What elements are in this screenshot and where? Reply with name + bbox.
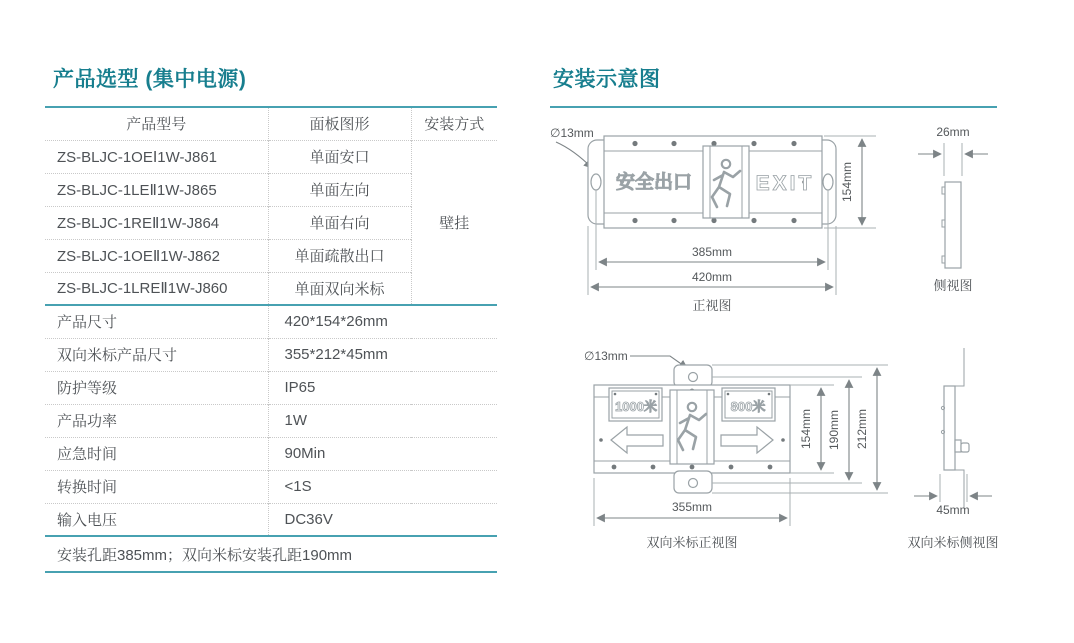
spec-label: 产品尺寸 xyxy=(45,305,268,338)
leader-arrow xyxy=(556,142,592,168)
side-profile xyxy=(945,182,961,268)
meter-side-view-caption: 双向米标侧视图 xyxy=(907,535,999,550)
spec-value: IP65 xyxy=(268,371,497,404)
page-title-product-selection: 产品选型 (集中电源) xyxy=(53,68,247,91)
spec-value: 1W xyxy=(268,404,497,437)
spec-label: 双向米标产品尺寸 xyxy=(45,338,268,371)
front-view-caption: 正视图 xyxy=(692,298,732,313)
meter-side-view-diagram xyxy=(907,348,998,550)
hole-diameter-label: ∅13mm xyxy=(550,126,594,140)
dim-hole-span-label: 190mm xyxy=(827,409,841,451)
side-view-caption: 侧视图 xyxy=(933,278,973,293)
installation-diagram-section xyxy=(540,66,1074,108)
column-header-panel: 面板图形 xyxy=(268,107,411,140)
product-selection-section xyxy=(45,66,497,573)
meter-front-view-diagram xyxy=(584,349,888,550)
mounting-hole-note: 安装孔距385mm；双向米标安装孔距190mm xyxy=(45,536,497,572)
model-cell: ZS-BLJC-1OEⅠ1W-J861 xyxy=(45,140,268,173)
installation-diagrams xyxy=(540,110,1074,600)
safety-exit-text: 安全出口 xyxy=(615,172,693,193)
meter-front-view-caption: 双向米标正视图 xyxy=(646,535,738,550)
meter-1000-label: 1000米 xyxy=(615,399,657,414)
hole-diameter-label: ∅13mm xyxy=(584,349,628,363)
side-view-diagram xyxy=(918,125,988,293)
dim-height-label: 154mm xyxy=(840,161,854,203)
model-cell: ZS-BLJC-1OEⅡ1W-J862 xyxy=(45,239,268,272)
meter-800-label: 800米 xyxy=(730,399,766,414)
table-row xyxy=(45,305,497,338)
exit-text: EXIT xyxy=(755,172,815,195)
column-header-model: 产品型号 xyxy=(126,116,187,134)
bottom-mounting-hole xyxy=(689,479,698,488)
cable-gland xyxy=(955,440,961,452)
spec-value: <1S xyxy=(268,470,497,503)
panel-cell: 单面左向 xyxy=(268,173,411,206)
spec-label: 转换时间 xyxy=(45,470,268,503)
mounting-hole-left xyxy=(591,174,601,190)
top-mounting-hole xyxy=(689,373,698,382)
spec-label: 产品功率 xyxy=(45,404,268,437)
dim-hole-span-label: 385mm xyxy=(691,245,733,259)
panel-cell: 单面双向米标 xyxy=(268,272,411,305)
dim-panel-height-label: 154mm xyxy=(799,408,813,450)
table-row xyxy=(45,371,497,404)
mounting-hole-right xyxy=(823,174,833,190)
table-row xyxy=(45,437,497,470)
dim-width-label: 420mm xyxy=(691,270,733,284)
column-header-install: 安装方式 xyxy=(411,107,497,140)
spec-label: 防护等级 xyxy=(45,371,268,404)
table-header-row xyxy=(45,107,497,140)
title-underline xyxy=(550,106,997,108)
spec-value: 420*154*26mm xyxy=(268,305,497,338)
front-view-diagram xyxy=(550,126,876,313)
table-row xyxy=(45,503,497,536)
dim-depth-label: 45mm xyxy=(936,503,970,517)
top-flange xyxy=(948,348,964,386)
model-cell: ZS-BLJC-1LEⅡ1W-J865 xyxy=(45,173,268,206)
page-title-installation: 安装示意图 xyxy=(553,68,661,91)
spec-value: DC36V xyxy=(268,503,497,536)
dim-total-height-label: 212mm xyxy=(855,408,869,450)
side-profile xyxy=(944,386,955,470)
dim-width-label: 355mm xyxy=(671,500,713,514)
spec-value: 90Min xyxy=(268,437,497,470)
spec-label: 输入电压 xyxy=(45,503,268,536)
panel-cell: 单面疏散出口 xyxy=(268,239,411,272)
model-cell: ZS-BLJC-1LREⅡ1W-J860 xyxy=(45,272,268,305)
product-table xyxy=(45,106,497,573)
table-row xyxy=(45,404,497,437)
panel-cell: 单面安口 xyxy=(268,140,411,173)
spec-value: 355*212*45mm xyxy=(268,338,497,371)
panel-cell: 单面右向 xyxy=(268,206,411,239)
table-row xyxy=(45,470,497,503)
table-row xyxy=(45,140,497,173)
install-method-cell: 壁挂 xyxy=(411,140,497,305)
dim-depth-label: 26mm xyxy=(936,125,970,139)
table-row xyxy=(45,338,497,371)
spec-label: 应急时间 xyxy=(45,437,268,470)
table-footer-row xyxy=(45,536,497,572)
model-cell: ZS-BLJC-1REⅡ1W-J864 xyxy=(45,206,268,239)
